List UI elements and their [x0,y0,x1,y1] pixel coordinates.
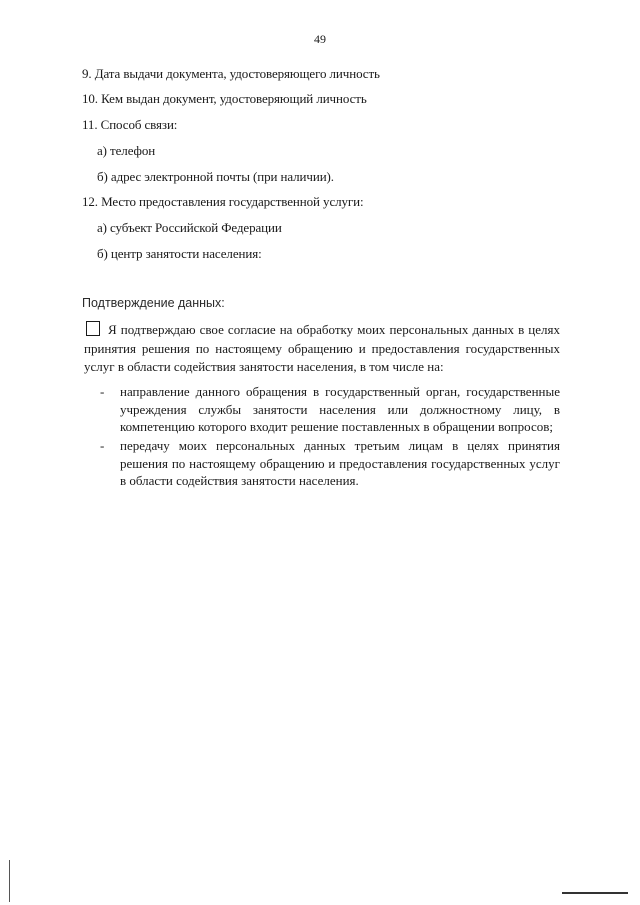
consent-checkbox[interactable] [86,321,100,336]
field-item-12: 12. Место предоставления государственной услуги: [82,194,364,209]
field-item-11b: б) адрес электронной почты (при наличии). [97,169,334,184]
confirmation-heading: Подтверждение данных: [82,296,225,310]
bullet-dash: - [100,438,105,453]
field-item-9: 9. Дата выдачи документа, удостоверяющего личность [82,66,380,81]
field-item-10: 10. Кем выдан документ, удостоверяющий личность [82,91,367,106]
field-item-12a: а) субъект Российской Федерации [97,220,282,235]
list-item [100,437,560,490]
scan-corner-line [562,892,628,894]
consent-text: Я подтверждаю свое согласие на обработку моих персональных данных в целях принятия решения по настоящему обращению и предоставления государственных услуг в области содействия занятости населения, в том числе на: [84,322,560,374]
bullet-dash: - [100,384,105,399]
field-item-11: 11. Способ связи: [82,117,178,132]
consent-paragraph [84,321,560,377]
bullet-text: направление данного обращения в государственный орган, государственные учреждения службы занятости населения или должностному лицу, в компетенцию которого входит решение поставленных в обращении вопросов; [120,384,560,434]
field-item-11a: а) телефон [97,143,156,158]
list-item [100,383,560,436]
bullet-text: передачу моих персональных данных третьим лицам в целях принятия решения по настоящему обращению и предоставления государственных услуг в области содействия занятости населения. [120,438,560,488]
consent-bullet-list-2 [100,437,560,490]
consent-bullet-list [100,383,560,436]
scan-margin-line [9,860,10,902]
field-item-12b: б) центр занятости населения: [97,246,262,261]
page-number: 49 [314,32,326,46]
